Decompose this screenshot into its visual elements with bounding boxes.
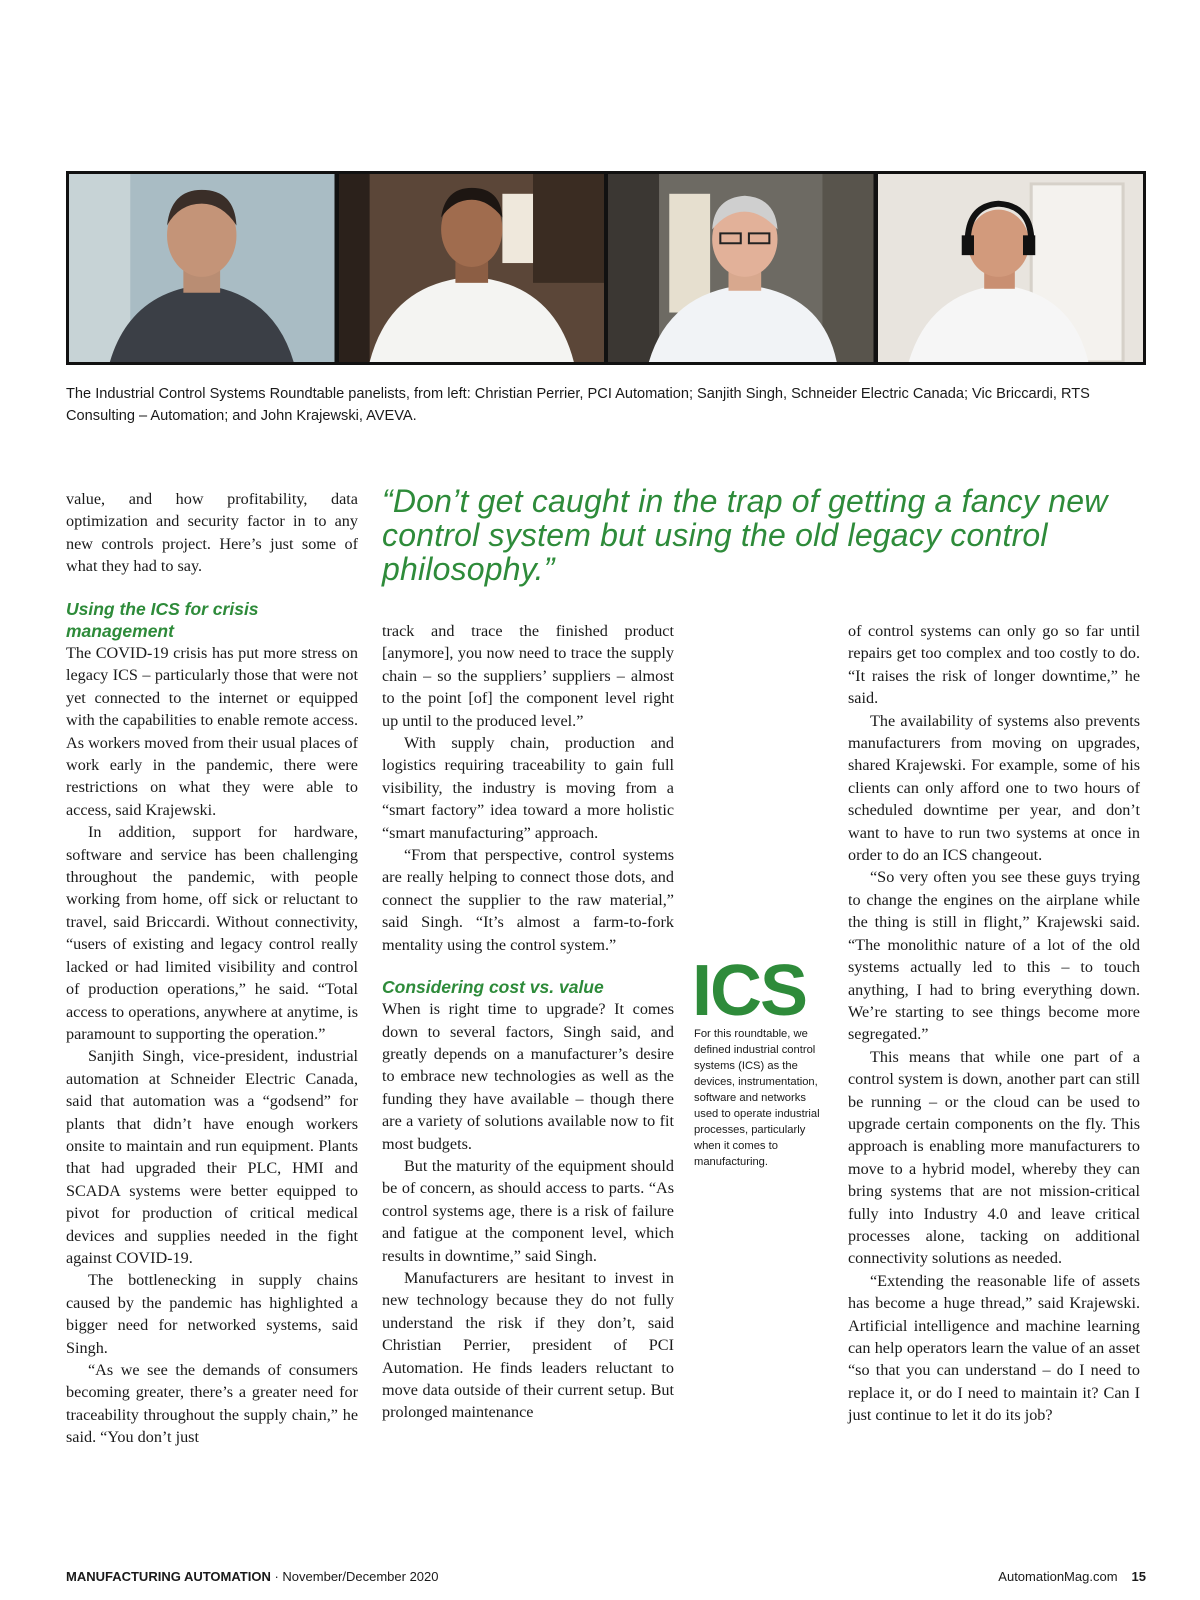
body-paragraph: The availability of systems also prevents manufacturers from moving on upgrades, shared Krajewski. For example, some of his clients can only afford one to two hours of scheduled downtime per year, and don’t want to have to run two systems at once in order to do an ICS changeout. — [848, 711, 1140, 865]
issue-date: · November/December 2020 — [270, 1569, 439, 1584]
footer-site — [998, 1569, 1146, 1584]
photo-panelist-christian-perrier — [69, 174, 335, 362]
section-heading-crisis: Using the ICS for crisis management — [66, 599, 259, 641]
column-1 — [66, 598, 358, 1449]
body-paragraph: The bottlenecking in supply chains caused by the pandemic has highlighted a bigger need for networked systems, said Singh. — [66, 1271, 358, 1357]
column-3 — [848, 620, 1140, 1427]
column-1-intro — [66, 488, 358, 578]
body-paragraph: “As we see the demands of consumers becoming greater, there’s a greater need for traceability throughout the supply chain,” he said. “You don’t just — [66, 1361, 358, 1447]
photo-panelist-vic-briccardi — [608, 174, 874, 362]
sidebar-title: ICS — [692, 951, 807, 1031]
body-paragraph: In addition, support for hardware, software and service has been challenging throughout the pandemic, with people working from home, off sick or reluctant to travel, said Briccardi. Without connectivity, “users of existing and legacy control really lacked or had limited visibility and control of production operations,” he said. “Total access to operations, anywhere at anytime, is paramount to supporting the operation.” — [66, 823, 358, 1043]
page-number: 15 — [1131, 1569, 1146, 1584]
body-paragraph: With supply chain, production and logistics requiring traceability to gain full visibility, the industry is moving from a “smart factory” idea toward a more holistic “smart manufacturing” approach. — [382, 734, 674, 842]
ics-definition-sidebar — [692, 951, 828, 1170]
body-paragraph: Sanjith Singh, vice-president, industrial automation at Schneider Electric Canada, said that automation was a “godsend” for plants that didn’t have enough workers onsite to maintain and run equipment. Plants that had upgraded their PLC, HMI and SCADA systems were better equipped to pivot for production of critical medical devices and supplies needed in the fight against COVID-19. — [66, 1047, 358, 1267]
column-2 — [382, 620, 674, 1424]
photo-caption: The Industrial Control Systems Roundtable panelists, from left: Christian Perrier, PCI Automation; Sanjith Singh, Schneider Electric Canada; Vic Briccardi, RTS Consulting – Automation; and John Krajewski, AVEVA. — [66, 386, 1090, 424]
body-paragraph: of control systems can only go so far until repairs get too complex and too costly to do. “It raises the risk of longer downtime,” he said. — [848, 622, 1140, 708]
body-paragraph: When is right time to upgrade? It comes down to several factors, Singh said, and greatly depends on a manufacturer’s desire to embrace new technologies as well as the funding they have available – though there are a variety of solutions available now to fit most budgets. — [382, 1000, 674, 1153]
sidebar-definition: For this roundtable, we defined industrial control systems (ICS) as the devices, instrumentation, software and networks used to operate industrial processes, particularly when it comes to manufacturing. — [694, 1028, 820, 1168]
body-paragraph: The COVID-19 crisis has put more stress on legacy ICS – particularly those that were not yet connected to the internet or equipped with the capabilities to enable remote access. As workers moved from their usual places of work early in the pandemic, there were restrictions on what they were able to access, said Krajewski. — [66, 644, 358, 819]
website-link[interactable]: AutomationMag.com — [998, 1569, 1118, 1584]
section-heading-cost: Considering cost vs. value — [382, 977, 604, 998]
body-paragraph: But the maturity of the equipment should be of concern, as should access to parts. “As control systems age, there is a risk of failure and fatigue at the component level, which results in downtime,” said Singh. — [382, 1156, 674, 1265]
intro-paragraph: value, and how profitability, data optimization and security factor in to any new controls project. Here’s just some of what they had to say. — [66, 490, 358, 576]
body-paragraph: This means that while one part of a control system is down, another part can still be running – or the cloud can be used to upgrade certain components on the fly. This approach is enabling more manufacturers to move to a hybrid model, whereby they can bring systems that are not mission-critical fully into Industry 4.0 and leave critical processes alone, tacking on additional connectivity solutions as needed. — [848, 1047, 1140, 1268]
body-paragraph: “Extending the reasonable life of assets has become a huge thread,” said Krajewski. Artificial intelligence and machine learning can help operators learn the value of an asset “so that you can understand – do I need to replace it, or do I need to maintain it? Can I just continue to let it do its job? — [848, 1271, 1140, 1425]
photo-panelist-sanjith-singh — [339, 174, 605, 362]
body-paragraph: track and trace the finished product [anymore], you now need to trace the supply chain – so the suppliers’ suppliers – almost to the point [of] the component level right up until to the produced level.” — [382, 622, 674, 730]
body-paragraph: “From that perspective, control systems are really helping to connect those dots, and connect the supplier to the raw material,” said Singh. “It’s almost a farm-to-fork mentality using the control system.” — [382, 846, 674, 954]
publication-name: MANUFACTURING AUTOMATION — [66, 1569, 271, 1584]
pull-quote: “Don’t get caught in the trap of getting a fancy new control system but using the old legacy control philosophy.” — [382, 483, 1108, 587]
footer-publication — [66, 1569, 439, 1584]
panelist-photo-strip — [66, 171, 1146, 365]
body-paragraph: Manufacturers are hesitant to invest in new technology because they do not fully understand the risk if they don’t, said Christian Perrier, president of PCI Automation. He finds leaders reluctant to move data outside of their current setup. But prolonged maintenance — [382, 1268, 674, 1422]
photo-panelist-john-krajewski — [878, 174, 1144, 362]
body-paragraph: “So very often you see these guys trying to change the engines on the airplane while the thing is still in flight,” Krajewski said. “The monolithic nature of a lot of the old systems actually led to this – to touch anything, I had to bring everything down. We’re starting to see things become more segregated.” — [848, 868, 1140, 1044]
